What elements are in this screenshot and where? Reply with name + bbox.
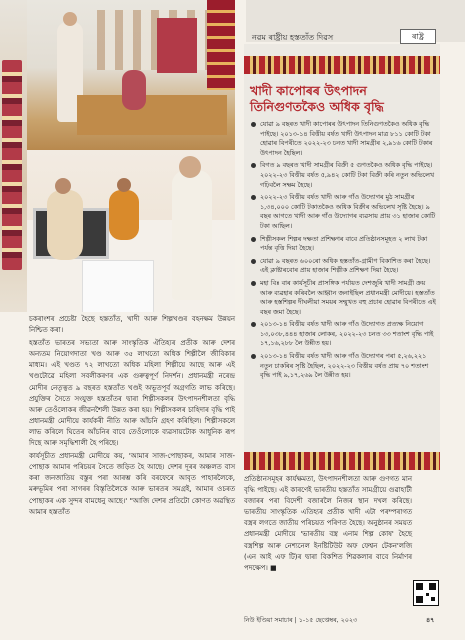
event-label: নৱম ৰাষ্ট্ৰীয় হস্ততাঁত দিৱস xyxy=(252,33,334,42)
publication-info: নিউ ইণ্ডিয়া সমাচাৰ | ১-১৫ ছেপ্তেম্বৰ, ২০২৩ xyxy=(244,617,358,624)
article-paragraph: কাৰ্যসূচীত প্ৰধানমন্ত্ৰী মোদীয়ে কয়, 'আমাৰ সাজ-পোছাকৰ, আমাৰ সাজ-পোছাক আমাৰ পৰিচয়ৰ সৈতে জড়িত হৈ আছে। দেশৰ দূৰৰ অঞ্চলত বাস কৰা জনজাতিয় বস্তুৰ পৰা আৰম্ভ কৰি বৰফেৰে আবৃত পাহাৰলৈকে, মৰুভূমিৰ পৰা সাগৰৰ বিস্তৃতিলৈকে আৰু ভাৰতৰ সমগ্ৰই, আমাৰ ওচৰত পোছাকৰ এক সুন্দৰ বামধেনু আছে।' "আজি দেশৰ প্ৰতিটো কোণত অৱস্থিত আমাৰ হস্ততাঁত xyxy=(29,452,235,516)
bullet-dot-icon xyxy=(251,163,256,168)
panel-bullet xyxy=(250,161,436,190)
decorative-border-bottom xyxy=(244,452,440,470)
bullet-text: বিগত ৯ বছৰত খাদী সামগ্ৰীৰ বিক্ৰী ৫ গুণতকৈও অধিক বৃদ্ধি পাইছে। ২০২২-২৩ বিত্তীয় বৰ্ষত ৫,৯৪২ কোটি টকা বিক্ৰী কৰি নতুন অভিলেখ গঢ়িবলৈ সক্ষম হৈছে। xyxy=(260,161,435,189)
bullet-dot-icon xyxy=(251,122,256,127)
panel-bullet xyxy=(250,320,436,349)
panel-bullet xyxy=(250,279,436,317)
qr-code-icon[interactable] xyxy=(413,580,439,606)
panel-title: খাদী কাপোৰৰ উৎপাদন তিনিগুণতকৈও অধিক বৃদ্ধি xyxy=(250,83,384,114)
article-paragraph: প্ৰতিষ্ঠানসমূহৰ কাৰ্যক্ষমতা, উৎপাদনশীলতা আৰু গুণগত মান বৃদ্ধি পাইছে। এই কাৰণেই ভাৰতীয় হস্ততাঁত সামগ্ৰীয়ে গুৱাহাটী বজাৰৰ পৰা বিদেশী বজাৰলৈ নিজৰ স্থান দখল কৰিছে। ভাৰতীয় সাংস্কৃতিক এতিহ্যৰ প্ৰতীক খাদী এটা পৰম্পৰাগত বস্ত্ৰৰ লগতে জাতীয় পৰিচয়ত পৰিণত হৈছে। অনুষ্ঠানৰ সময়ত প্ৰধানমন্ত্ৰী মোদীয়ে 'ভাৰতীয় বস্ত্ৰ এনাম শিল্প কোষ' হৈছে বস্ত্ৰশিল্প আৰু নেশ্যনেল ইনষ্টিটিউট অফ ফেশ্বন টেকন'লজি (এন আই এফ টি)ৰ দ্বাৰা বিকশিত শিৱকলাৰ বাবে নিৰ্মাণৰ পদক্ষেপ। ■ xyxy=(244,475,412,572)
panel-bullet xyxy=(250,235,436,254)
bullet-text: ২০১৩-১৪ বিত্তীয় বৰ্ষত খাদী আৰু গাঁও উদ্যোগত প্ৰত্যক্ষ নিয়োগ ১৩,০৩৮,৪৪৪ হাজাৰ লোকৰ, ২০২২-২৩ চনত ৩৩ শতাংশ বৃদ্ধি পাই ১৭,১৬,২৮৮ লৈ উন্নীত হয়। xyxy=(260,320,434,348)
decorative-border-top xyxy=(244,56,440,74)
page-number: ৪৭ xyxy=(426,617,435,624)
article-right-column xyxy=(244,474,412,576)
left-photo-strip xyxy=(0,0,27,312)
panel-bullet xyxy=(250,120,436,158)
bullet-dot-icon xyxy=(251,322,256,327)
panel-bullet xyxy=(250,193,436,231)
article-left-column xyxy=(29,314,235,520)
photo-pm-at-handloom-exhibition xyxy=(27,0,235,150)
bullet-dot-icon xyxy=(251,281,256,286)
photo-pm-with-weaver xyxy=(27,150,235,312)
article-paragraph: হস্ততাঁত ভাৰতৰ সভ্যতা আৰু সাংস্কৃতিক ঐতিহ্যৰ প্ৰতীক আৰু দেশৰ অন্যতম নিয়োগদাতা খণ্ড আৰু ৩৫ লাখতো অধিক শিল্পীলৈ জীবিকাৰ মাধ্যম। এই খণ্ডত ৭২ লাখতো অধিক মহিলা শিল্পীয়ে আছে আৰু এই খণ্ডটোৱে মহিলা সবলীকৰণৰ এক গুৰুত্বপূৰ্ণ নিদৰ্শন। প্ৰধানমন্ত্ৰী নৰেন্দ্ৰ মোদীৰ নেতৃত্বত ৯ বছৰত হস্ততাঁত খণ্ডই অভূতপূৰ্ব অগ্ৰগতি লাভ কৰিছে। প্ৰযুক্তিৰ সৈতে সংযুক্ত হস্ততাঁতৰ দ্বাৰা শিল্পীসকলৰ উৎপাদনশীলতা বৃদ্ধি আৰু তেওঁলোকৰ জীৱনশৈলী উন্নত কৰা হয়। শিল্পীসকলৰ চাহিদাৰ বৃদ্ধি পাই প্ৰধানমন্ত্ৰী মোদীয়ে কাৰ্যকৰী নীতি আৰু আঁচনি গ্ৰহণ কৰিছিল। শিল্পীসকলে লাভ কৰিলে ঘিতেৰ আঁচনিৰ বাবে তেওঁলোকে ব্যৱসায়টোক আধুনিক ৰূপ দিছে আৰু সমৃদ্ধিশালী হৈ পৰিছে। xyxy=(29,339,235,448)
panel-bullet-list xyxy=(250,120,436,384)
page-footer xyxy=(244,615,444,626)
bullet-dot-icon xyxy=(251,354,256,359)
bullet-dot-icon xyxy=(251,259,256,264)
bullet-dot-icon xyxy=(251,237,256,242)
bullet-text: মহা বিঃ বাৰ কাৰ্যসূচীৰ প্ৰাসঙ্গিক পৰ্যায়ত দেশজুৰি খাদী সামগ্ৰী ক্ৰয় আৰু ব্যৱহাৰ কৰিবলৈ আহ্বান জনাইছিল প্ৰধানমন্ত্ৰী মোদীয়ে। হস্ততাঁত আৰু হস্তশিল্পৰ দীঘলীয়া সময়ৰ সন্মুখত বহু প্ৰচাৰ হোৱাৰ বিপৰীতে এই বছৰ জমা হৈছে। xyxy=(260,278,436,316)
article-paragraph: চকৰাংশৰ প্ৰচেষ্টা হৈছে হস্ততাঁত, খাদী আৰু শিল্পখণ্ডৰ বহনক্ষম উন্নয়ন নিশ্চিত কৰা। xyxy=(29,315,235,335)
panel-bullet xyxy=(250,352,436,381)
bullet-dot-icon xyxy=(251,195,256,200)
section-tag: ৰাষ্ট্ৰ xyxy=(400,29,436,44)
handloom-textile-image xyxy=(2,60,22,270)
bullet-text: যোৱা ৯ বছৰত খাদী কাপোৰৰ উৎপাদন তিনিগুণতকৈও অধিক বৃদ্ধি পাইছে। ২০১৩-১৪ বিত্তীয় বৰ্ষত খাদী উৎপাদন মাত্ৰ ৮১১ কোটি টকা হোৱাৰ বিপৰীতে ২০২২-২৩ চনত খাদী সামগ্ৰীৰ ২,৯১৬ কোটি টকাৰ উৎপাদন হৈছিল। xyxy=(260,120,433,157)
panel-bullet xyxy=(250,257,436,276)
bullet-text: ২০১৩-১৪ বিত্তীয় বৰ্ষত খাদী আৰু গাঁও উদ্যোগৰ পৰা ৫,২৬,২২১ নতুন চাকৰিৰ সৃষ্টি হৈছিল, ২০২২-২৩ বিত্তীয় বৰ্ষত প্ৰায় ৭০ শতাংশ বৃদ্ধি পাই ৯,১৭,২৬৯ লৈ উন্নীত হয়। xyxy=(260,352,429,380)
bullet-text: শিল্পীসকল শিল্পৰ দক্ষতা প্ৰশিক্ষণৰ বাবে প্ৰতিষ্ঠানসমূহত ২ লাখ টকা পৰ্যন্ত বৃত্তি দিয়া হৈছে। xyxy=(260,234,428,253)
bullet-text: যোৱা ৯ বছৰত ৬০০ৰো অধিক হস্ততাঁত-গ্ৰামীণ বিকাশিত কৰা হৈছে। এই ক্লাষ্টাৰবোৰ প্ৰায় হাজাৰ শিল্পীক প্ৰশিক্ষণ দিয়া হৈছে। xyxy=(260,256,431,275)
bullet-text: ২০২২-২৩ বিত্তীয় বৰ্ষত খাদী আৰু গাঁও উদ্যোগৰ মুঠ সামগ্ৰীৰ ১,৩৪,০০০ কোটি টকাতকৈও অধিক বিক্ৰীৰ অভিলেখ সৃষ্টি হৈছে। ৯ বছৰ আগতে খাদী আৰু গাঁও উদ্যোগৰ ব্যৱসায় প্ৰায় ৩১ হাজাৰ কোটি টকা আছিল। xyxy=(260,193,436,230)
